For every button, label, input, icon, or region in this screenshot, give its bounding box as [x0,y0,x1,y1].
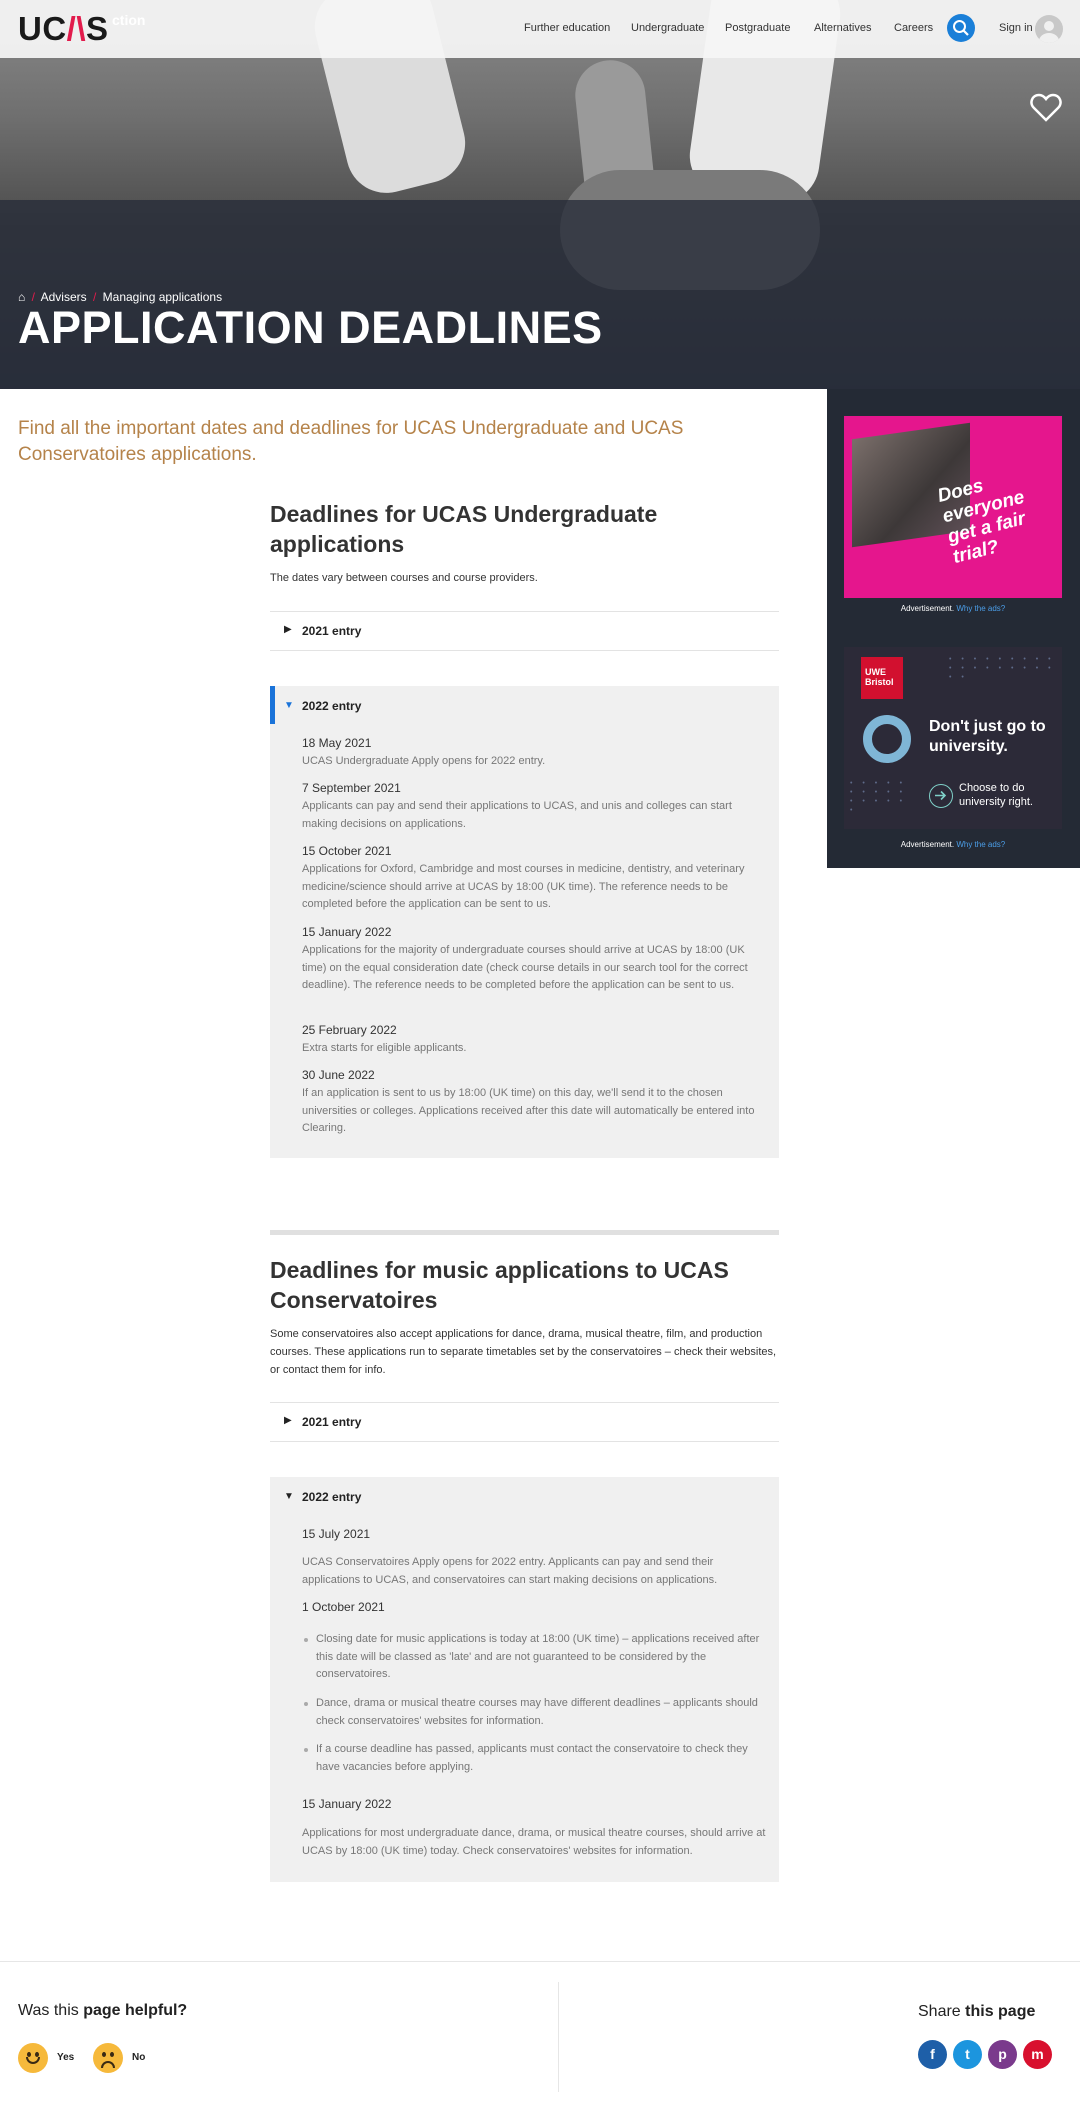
hero-banner [0,0,1080,389]
breadcrumb-separator: / [31,290,35,304]
undergrad-heading: Deadlines for UCAS Undergraduate applications [270,501,658,557]
caret-down-icon[interactable]: ▼ [284,700,294,711]
undergrad-2021-toggle[interactable] [270,611,779,651]
entry-date: 15 January 2022 [302,925,392,939]
facebook-icon[interactable]: f [918,2040,947,2069]
share-heading-bold: this page [965,2003,1036,2020]
yes-button[interactable]: Yes [57,2052,75,2063]
entry-date: 25 February 2022 [302,1023,397,1037]
arrow-right-icon [929,784,953,808]
accordion-label: 2021 entry [302,1415,362,1429]
nav-alternatives[interactable]: Alternatives [814,22,872,34]
search-icon [947,14,975,42]
undergrad-2022-panel [270,686,779,1158]
home-icon[interactable]: ⌂ [18,290,26,304]
ad2-headline: Don't just go to university. [929,718,1046,755]
ad-dots-decoration: • • • • • • • • • • • • • • • • [850,780,907,814]
list-item: If a course deadline has passed, applicants must contact the conservatoire to check they have vacancies before applying. [302,1741,767,1776]
page-title: APPLICATION DEADLINES [18,302,603,353]
entry-text: Extra starts for eligible applicants. [302,1042,467,1054]
nav-further-education[interactable]: Further education [524,22,611,34]
section-divider [270,1230,779,1235]
share-heading-text: Share [918,2003,966,2020]
footer-rule [0,1961,1080,1962]
entry-text: Applications for the majority of undergraduate courses should arrive at UCAS by 18:00 (UK time) on the equal consideration date (check course details in our search tool for the correct deadline). The reference needs to be completed before the application can be sent to us. [302,944,748,991]
ad-caption [844,840,1062,849]
nav-undergraduate[interactable]: Undergraduate [631,22,705,34]
nav-careers[interactable]: Careers [894,22,934,34]
active-accent-bar [270,686,275,724]
entry-date: 18 May 2021 [302,736,372,750]
helpful-question-bold: page helpful? [83,2002,188,2019]
ad-sidebar [827,389,1080,868]
entry-date: 1 October 2021 [302,1600,385,1614]
nav-postgraduate[interactable]: Postgraduate [725,22,791,34]
happy-face-icon[interactable] [18,2043,48,2073]
music-2022-panel [270,1477,779,1882]
list-item: Closing date for music applications is today at 18:00 (UK time) – applications received after this date will be classed as 'late' and are not guaranteed to be considered by the conservatoires. [302,1631,767,1684]
music-heading: Deadlines for music applications to UCAS Conservatoires [270,1257,729,1313]
ad-uwe-bristol[interactable] [844,647,1062,829]
site-header [0,0,1080,58]
ad-ring-graphic [863,715,911,763]
breadcrumb-link-advisers[interactable]: Advisers [40,290,87,304]
ad-label: Advertisement. [900,840,955,849]
section-switcher[interactable]: ction [112,12,146,28]
why-ads-link[interactable]: Why the ads? [956,604,1006,613]
breadcrumb-link-managing[interactable]: Managing applications [102,290,223,304]
helpful-question-text: Was this [18,2002,84,2019]
ucas-logo[interactable]: UC/\S [18,10,109,47]
entry-text: Applications for most undergraduate dance, drama, or musical theatre courses, should arrive at UCAS by 18:00 (UK time) today. Check conservatoires' websites for information. [302,1827,766,1857]
list-item: Dance, drama or musical theatre courses may have different deadlines – applicants should check conservatoires' websites for information. [302,1695,767,1730]
undergrad-2022-toggle[interactable]: 2022 entry [302,699,362,713]
entry-date: 30 June 2022 [302,1068,375,1082]
intro-text: Find all the important dates and deadlines for UCAS Undergraduate and UCAS Conservatoires applications. [18,418,684,465]
entry-date: 7 September 2021 [302,781,401,795]
footer-divider [558,1982,559,2092]
print-icon[interactable]: p [988,2040,1017,2069]
breadcrumb-separator: / [92,290,97,304]
ad1-headline: Does everyone get a fair trial? [935,475,1028,569]
search-button[interactable] [947,14,975,42]
undergrad-subtitle: The dates vary between courses and course providers. [270,572,538,584]
caret-right-icon: ▶ [284,1415,292,1426]
no-button[interactable]: No [132,2052,146,2063]
music-2021-toggle[interactable] [270,1402,779,1442]
caret-right-icon: ▶ [284,624,292,635]
helpful-question [18,2002,187,2020]
entry-date: 15 January 2022 [302,1797,392,1811]
ad-label: Advertisement. [900,604,955,613]
ad2-subline: Choose to do university right. [959,782,1033,808]
music-2022-toggle[interactable]: 2022 entry [302,1490,362,1504]
accordion-label: 2021 entry [302,624,362,638]
ad-dots-decoration: • • • • • • • • • • • • • • • • • • • • [949,656,1055,681]
entry-text: If an application is sent to us by 18:00 (UK time) on this day, we'll send it to the chosen universities or colleges. Applications received after this date will automatically be entered into Clearing. [302,1087,755,1134]
entry-text: Applications for Oxford, Cambridge and most courses in medicine, dentistry, and veterinary medicine/science should arrive at UCAS by 18:00 (UK time). The reference needs to be completed before the application can be sent to us. [302,863,745,910]
twitter-icon[interactable]: t [953,2040,982,2069]
caret-down-icon[interactable]: ▼ [284,1491,294,1502]
ad-fair-trial[interactable] [844,416,1062,598]
music-subtitle: Some conservatoires also accept applications for dance, drama, musical theatre, film, and production courses. These applications run to separate timetables set by the conservatoires – check their websites, or contact them for info. [270,1328,777,1376]
sad-face-icon[interactable] [93,2043,123,2073]
entry-text: UCAS Conservatoires Apply opens for 2022 entry. Applicants can pay and send their applications to UCAS, and conservatoires can start making decisions on applications. [302,1556,718,1586]
uwe-bristol-logo: UWE Bristol [861,657,903,699]
entry-text: UCAS Undergraduate Apply opens for 2022 entry. [302,755,546,767]
entry-date: 15 July 2021 [302,1527,371,1541]
ad-caption [844,604,1062,613]
heart-icon[interactable] [1030,92,1062,122]
email-icon[interactable]: m [1023,2040,1052,2069]
why-ads-link[interactable]: Why the ads? [956,840,1006,849]
sign-in-link[interactable]: Sign in [999,22,1033,34]
entry-date: 15 October 2021 [302,844,392,858]
avatar[interactable] [1035,15,1063,43]
share-heading [918,2003,1035,2021]
user-icon [1035,15,1063,43]
entry-text: Applicants can pay and send their applications to UCAS, and unis and colleges can start making decisions on applications. [302,800,732,830]
